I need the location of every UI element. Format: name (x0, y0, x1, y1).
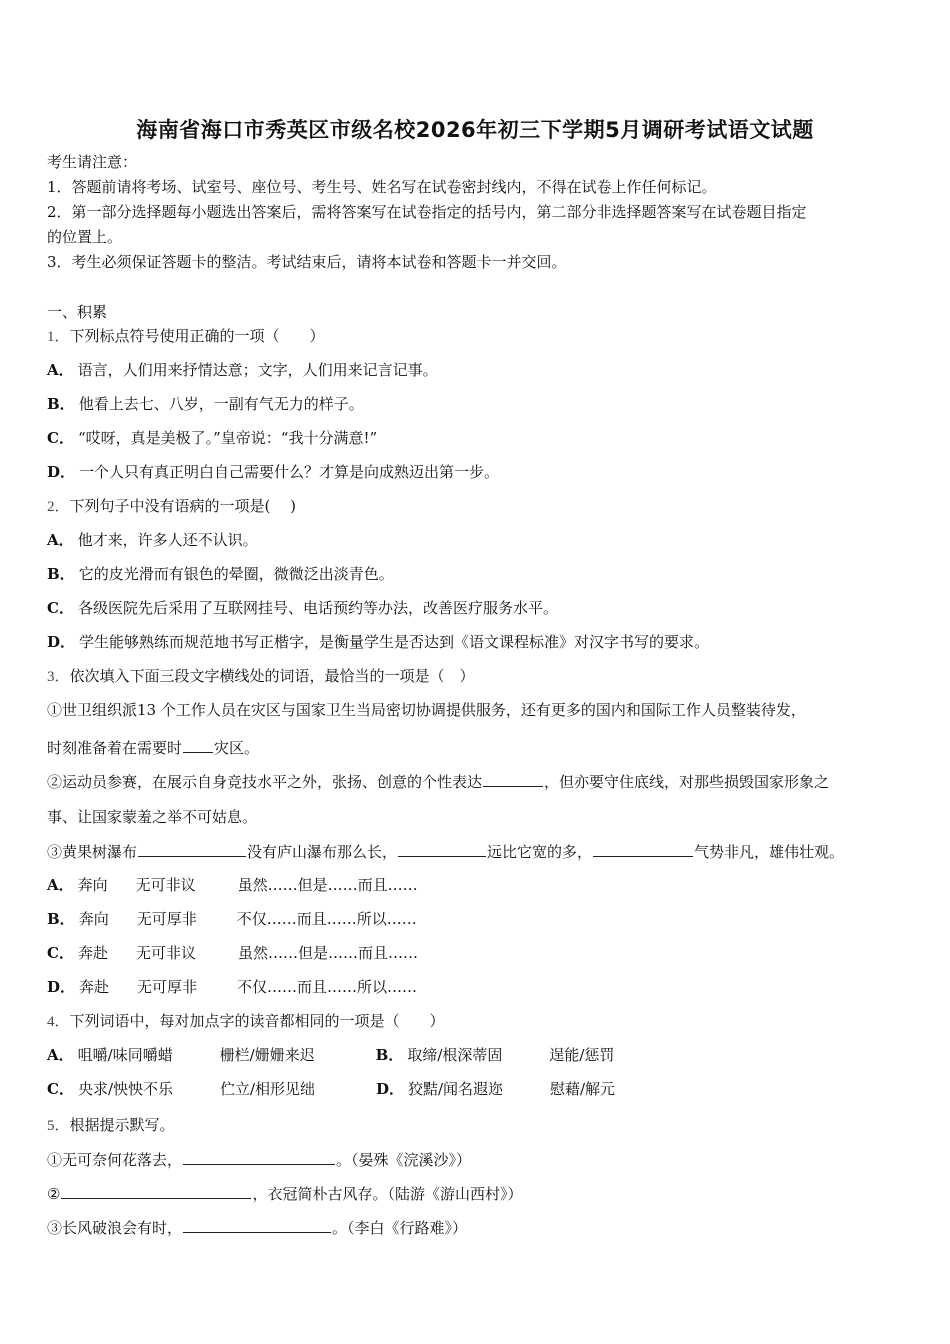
option-word: 取缔/根深蒂固 (407, 1046, 503, 1064)
poem-source: 。（晏殊《浣溪沙》） (336, 1151, 472, 1169)
option-label: C． (47, 1080, 74, 1098)
fill-blank[interactable] (483, 771, 543, 787)
poem-source: 。（李白《行路难》） (332, 1219, 468, 1237)
option-text: “哎呀，真是美极了。”皇帝说：“我十分满意!” (77, 429, 378, 447)
q4-option-c[interactable] (47, 1080, 376, 1098)
poem-source: ，衣冠简朴古风存。（陆游《游山西村》） (252, 1185, 523, 1203)
passage-text: 气势非凡，雄伟壮观。 (694, 843, 845, 861)
option-word: 奔向 (77, 876, 108, 894)
question-3 (47, 666, 475, 687)
question-stem: 下列词语中，每对加点字的读音都相同的一项是（ ） (69, 1012, 445, 1030)
q3-passage-1-cont (47, 737, 259, 758)
option-label: B． (47, 565, 75, 583)
option-word: 奔向 (78, 910, 109, 928)
q1-option-d[interactable] (47, 462, 499, 482)
q2-option-d[interactable] (47, 632, 709, 652)
question-2 (47, 496, 296, 517)
passage-text: 灾区。 (214, 739, 260, 757)
question-number: 4． (47, 1014, 70, 1030)
question-number: 1． (47, 329, 70, 345)
question-stem: 根据提示默写。 (69, 1116, 175, 1134)
fill-blank[interactable] (138, 841, 246, 857)
passage-text: 没有庐山瀑布那么长， (247, 843, 398, 861)
option-word: 无可厚非 (136, 910, 197, 928)
q3-passage-1: ①世卫组织派13 个工作人员在灾区与国家卫生当局密切协调提供服务，还有更多的国内和国际工作人员整装待发， (47, 701, 806, 719)
question-stem: 依次填入下面三段文字横线处的词语，最恰当的一项是（ ） (69, 667, 475, 685)
option-text: 学生能够熟练而规范地书写正楷字，是衡量学生是否达到《语文课程标准》对汉字书写的要求。 (79, 633, 710, 651)
poem-text: ①无可奈何花落去， (47, 1151, 183, 1169)
option-label: D． (47, 633, 76, 651)
option-word: 狡黠/闻名遐迩 (407, 1080, 504, 1098)
option-label: A． (47, 531, 74, 549)
q4-option-d[interactable] (376, 1080, 615, 1098)
option-word: 虽然……但是……而且…… (237, 944, 418, 962)
q3-option-a[interactable] (47, 875, 418, 895)
option-label: D． (375, 1080, 404, 1098)
option-label: A． (47, 876, 74, 894)
notice-item-2-cont: 的位置上。 (47, 228, 123, 246)
option-label: A． (47, 361, 74, 379)
question-stem: 下列标点符号使用正确的一项（ ） (69, 327, 325, 345)
option-word: 不仅……而且……所以…… (236, 910, 417, 928)
q3-passage-2 (47, 771, 829, 792)
fill-blank[interactable] (398, 841, 486, 857)
option-word: 央求/怏怏不乐 (77, 1080, 174, 1098)
q4-option-b[interactable] (376, 1046, 615, 1064)
notice-item-2: 2．第一部分选择题每小题选出答案后，需将答案写在试卷指定的括号内，第二部分非选择题答案写在试卷题目指定 (47, 203, 807, 221)
passage-text: ②运动员参赛，在展示自身竞技水平之外，张扬、创意的个性表达 (47, 773, 483, 791)
option-word: 不仅……而且……所以…… (237, 978, 418, 996)
page-title: 海南省海口市秀英区市级名校2026年初三下学期5月调研考试语文试题 (136, 118, 814, 142)
q1-option-b[interactable] (47, 394, 364, 414)
question-number: 3． (47, 669, 70, 685)
section-heading: 一、积累 (47, 303, 108, 321)
option-label: C． (47, 944, 74, 962)
passage-text: 时刻准备着在需要时 (47, 739, 183, 757)
q2-option-c[interactable] (47, 598, 558, 618)
q5-line-2 (47, 1183, 522, 1204)
option-word: 虽然……但是……而且…… (237, 876, 418, 894)
q5-line-3 (47, 1217, 467, 1238)
question-stem: 下列句子中没有语病的一项是( ) (69, 497, 296, 515)
option-word: 无可非议 (135, 876, 196, 894)
fill-blank[interactable] (183, 1149, 335, 1165)
option-text: 它的皮光滑而有银色的晕圈，微微泛出淡青色。 (78, 565, 394, 583)
poem-text: ② (47, 1185, 61, 1203)
q1-option-a[interactable] (47, 360, 438, 380)
option-label: C． (47, 599, 74, 617)
q4-options-row-2 (47, 1079, 615, 1099)
q2-option-a[interactable] (47, 530, 258, 550)
option-text: 一个人只有真正明白自己需要什么？才算是向成熟迈出第一步。 (79, 463, 500, 481)
option-label: B． (47, 910, 75, 928)
option-label: C． (47, 429, 74, 447)
fill-blank[interactable] (61, 1183, 251, 1199)
fill-blank[interactable] (593, 841, 693, 857)
passage-text: ，但亦要守住底线，对那些损毁国家形象之 (544, 773, 830, 791)
option-label: D． (47, 978, 76, 996)
q3-passage-2-cont: 事、让国家蒙羞之举不可姑息。 (47, 808, 258, 826)
option-label: A． (47, 1046, 74, 1064)
q4-option-a[interactable] (47, 1046, 376, 1064)
question-4 (47, 1011, 445, 1032)
option-word: 奔赴 (77, 944, 108, 962)
q3-passage-3 (47, 841, 844, 862)
option-word: 无可非议 (135, 944, 196, 962)
option-word: 慰藉/解元 (549, 1080, 616, 1098)
option-word: 咀嚼/味同嚼蜡 (77, 1046, 173, 1064)
fill-blank[interactable] (183, 737, 213, 753)
option-word: 逞能/惩罚 (549, 1046, 615, 1064)
option-label: B． (47, 395, 75, 413)
question-number: 5． (47, 1118, 70, 1134)
question-number: 2． (47, 499, 70, 515)
option-word: 栅栏/姗姗来迟 (219, 1046, 315, 1064)
q4-options-row-1 (47, 1045, 614, 1065)
passage-text: ③黄果树瀑布 (47, 843, 138, 861)
passage-text: 远比它宽的多， (487, 843, 593, 861)
option-text: 他看上去七、八岁，一副有气无力的样子。 (78, 395, 364, 413)
fill-blank[interactable] (183, 1217, 331, 1233)
poem-text: ③长风破浪会有时， (47, 1219, 183, 1237)
option-text: 语言，人们用来抒情达意；文字，人们用来记言记事。 (77, 361, 438, 379)
question-1 (47, 326, 325, 347)
option-word: 无可厚非 (137, 978, 198, 996)
question-5 (47, 1115, 175, 1136)
option-word: 奔赴 (79, 978, 110, 996)
q3-option-d[interactable] (47, 977, 417, 997)
notice-heading: 考生请注意： (47, 153, 138, 171)
option-word: 伫立/相形见绌 (219, 1080, 316, 1098)
option-label: D． (47, 463, 76, 481)
q3-option-b[interactable] (47, 909, 417, 929)
q1-option-c[interactable] (47, 428, 377, 448)
option-text: 他才来，许多人还不认识。 (77, 531, 258, 549)
q2-option-b[interactable] (47, 564, 394, 584)
q5-line-1 (47, 1149, 471, 1170)
option-text: 各级医院先后采用了互联网挂号、电话预约等办法，改善医疗服务水平。 (77, 599, 558, 617)
notice-item-3: 3．考生必须保证答题卡的整洁。考试结束后，请将本试卷和答题卡一并交回。 (47, 253, 567, 271)
option-label: B． (375, 1046, 404, 1064)
q3-option-c[interactable] (47, 943, 418, 963)
notice-item-1: 1．答题前请将考场、试室号、座位号、考生号、姓名写在试卷密封线内，不得在试卷上作任何标记。 (47, 178, 717, 196)
